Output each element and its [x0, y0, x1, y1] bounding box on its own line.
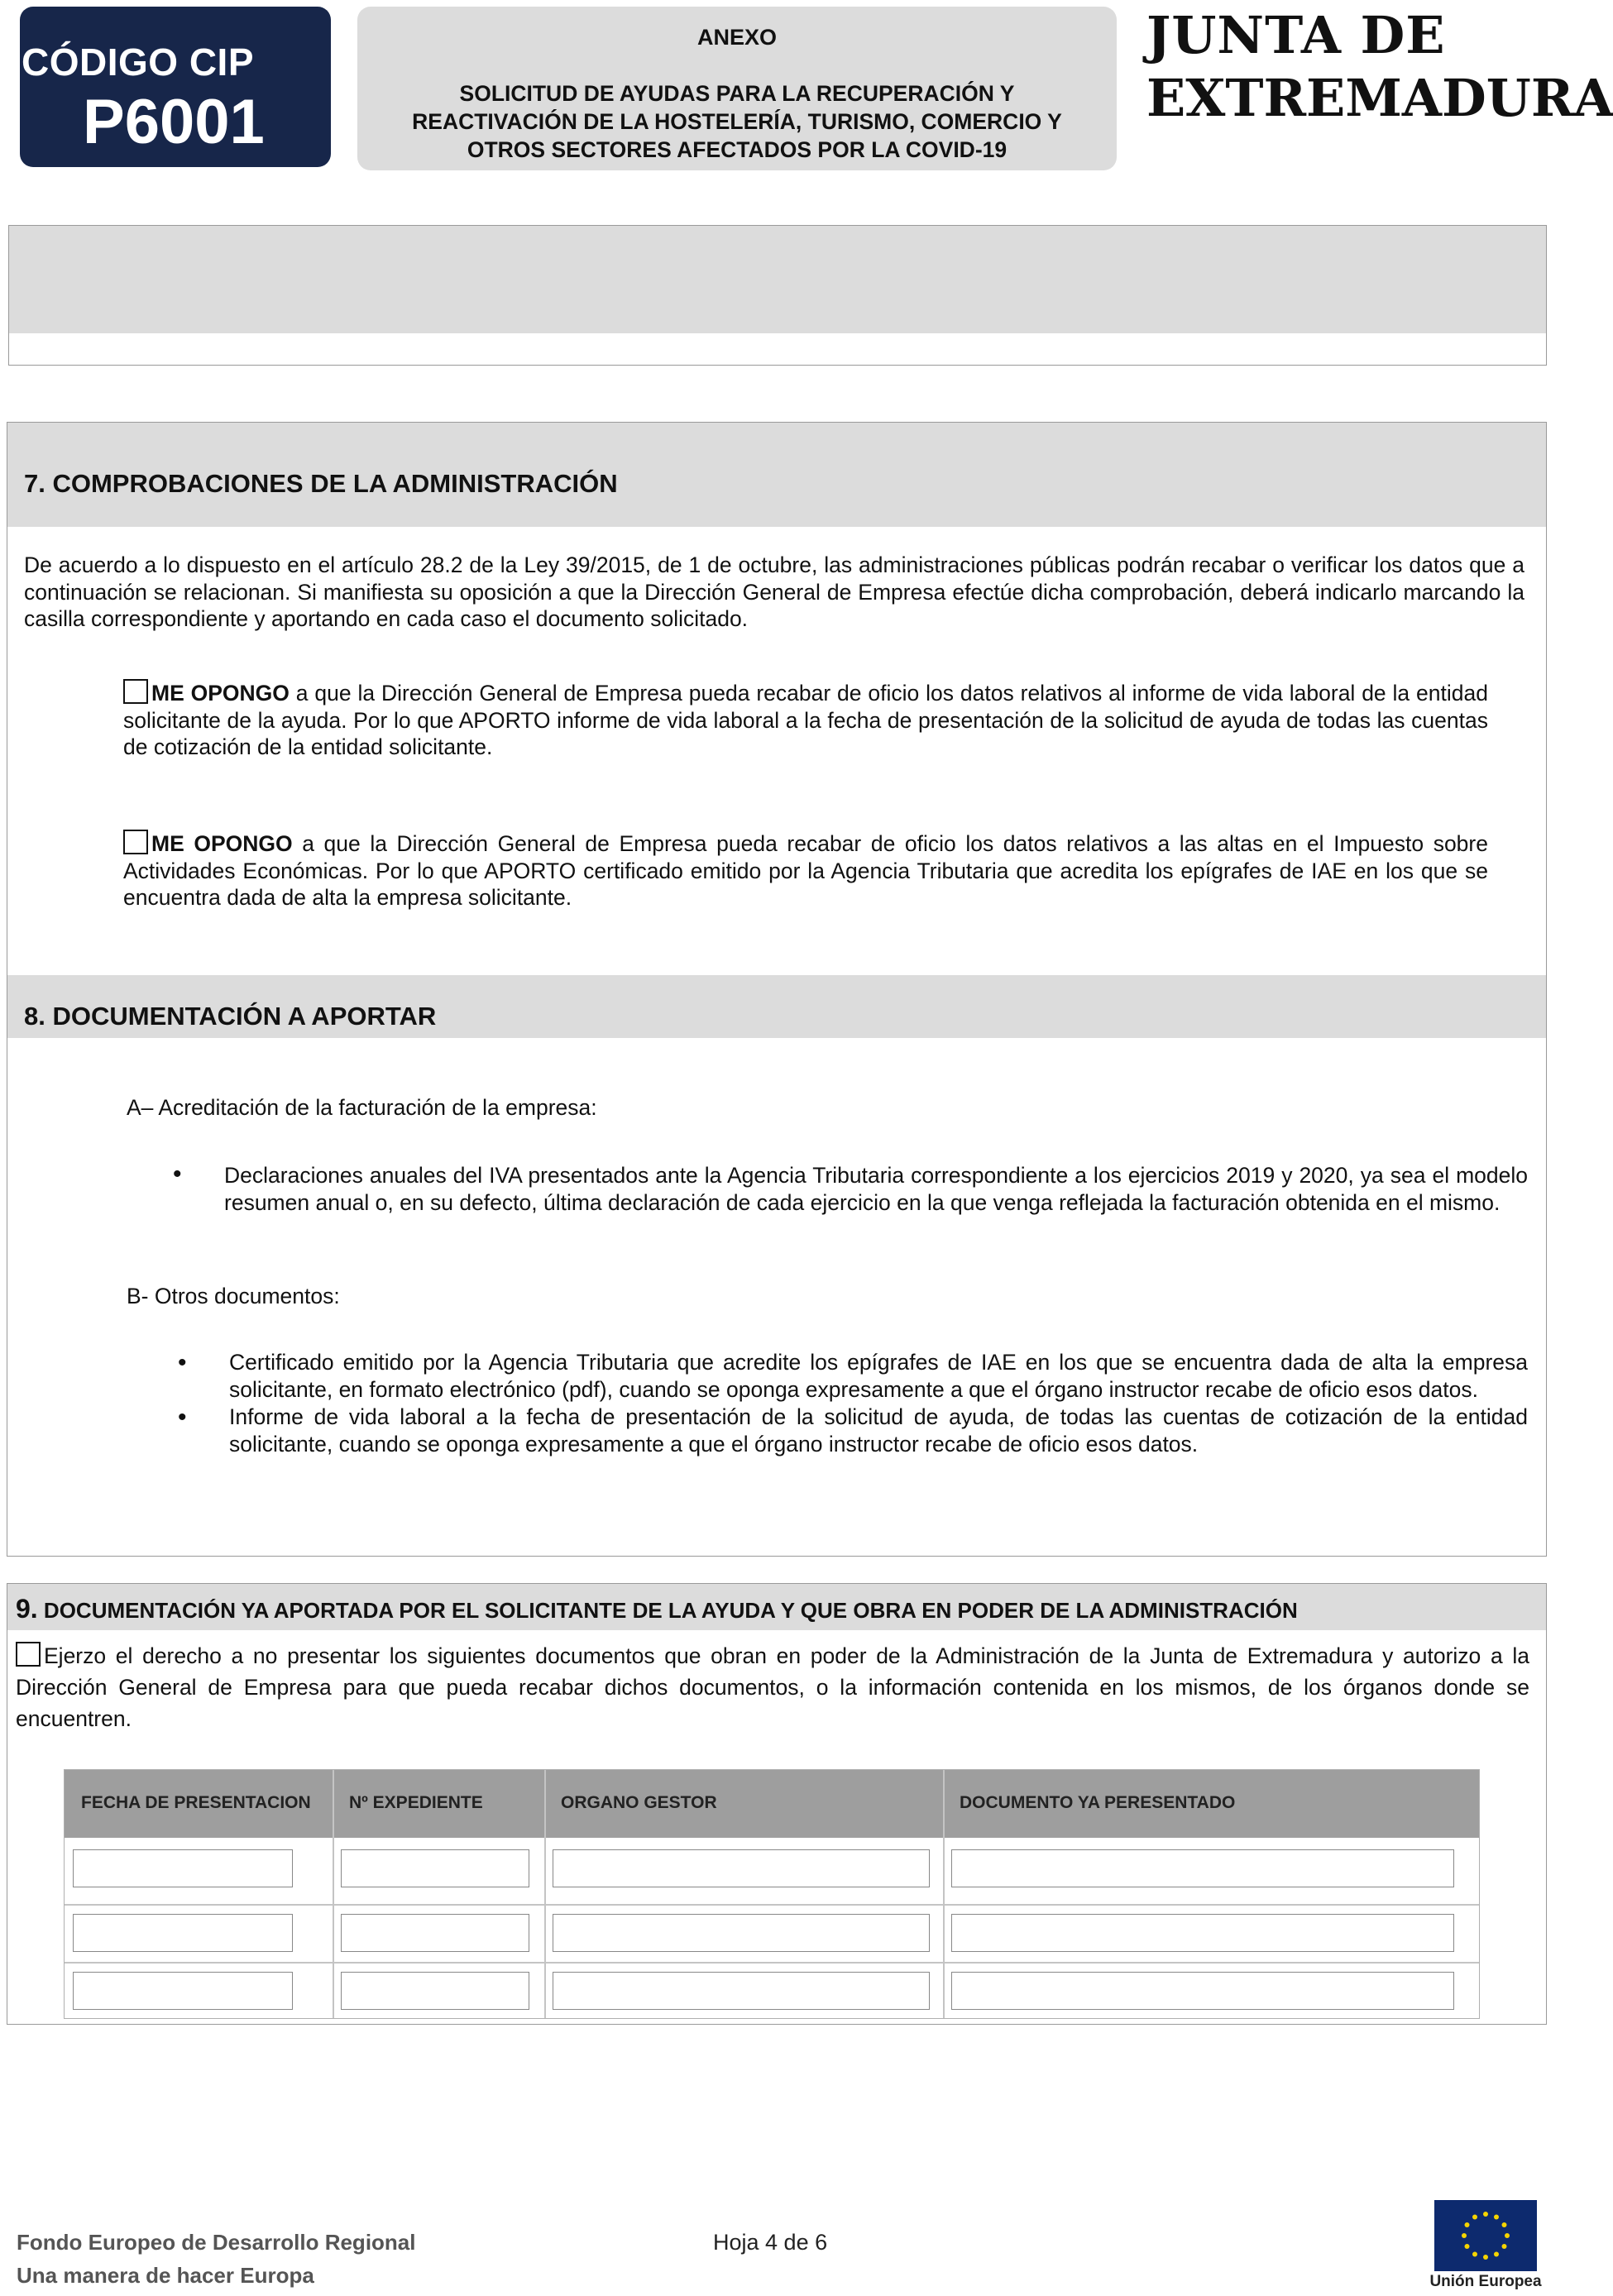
organo-input-row-2[interactable]	[553, 1914, 930, 1952]
bullet-icon: •	[178, 1349, 187, 1376]
section-9-number: 9.	[16, 1594, 38, 1624]
column-divider	[544, 1770, 546, 2018]
registration-box	[8, 225, 1547, 366]
bullet-icon: •	[173, 1160, 182, 1188]
form-title-line: OTROS SECTORES AFECTADOS POR LA COVID-19	[467, 137, 1008, 162]
section-8-b-item-2: Informe de vida laboral a la fecha de presentación de la solicitud de ayuda, de todas las cuentas de cotización de la entidad solicitante, cuando se oponga expresamente a que el órgano instructor recabe de oficio esos datos.	[229, 1404, 1528, 1457]
logo-line2: EXTREMADURA	[1146, 68, 1613, 128]
section-7-8-container	[7, 422, 1547, 1557]
fund-motto: Una manera de hacer Europa	[17, 2263, 314, 2288]
column-header-documento: DOCUMENTO YA PERESENTADO	[960, 1793, 1236, 1812]
eu-stars-icon	[1434, 2200, 1537, 2271]
bullet-icon: •	[178, 1404, 187, 1431]
column-divider	[943, 1770, 945, 2018]
fecha-input-row-2[interactable]	[73, 1914, 293, 1952]
section-7-intro: De acuerdo a lo dispuesto en el artículo 28.2 de la Ley 39/2015, de 1 de octubre, las administraciones públicas podrán recabar o verificar los datos que a continuación se relacionan. Si manifiesta su oposición a que la Dirección General de Empresa efectúe dicha comprobación, deberá indicarlo marcando la casilla correspondiente y aportando en cada caso el documento solicitado.	[24, 552, 1524, 631]
fecha-input-row-1[interactable]	[73, 1849, 293, 1887]
section-8-a-item-1: Declaraciones anuales del IVA presentados ante la Agencia Tributaria correspondiente a los ejercicios 2019 y 2020, ya sea el modelo resumen anual o, en su defecto, última declaración de cada ejercicio en la que venga reflejada la facturación obtenida en el mismo.	[224, 1163, 1528, 1215]
section-8-b-heading: B- Otros documentos:	[127, 1284, 340, 1308]
eu-flag-icon	[1434, 2200, 1537, 2271]
column-header-organo: ORGANO GESTOR	[561, 1793, 717, 1812]
documento-input-row-1[interactable]	[951, 1849, 1454, 1887]
opposition-option-2	[123, 830, 1488, 911]
expediente-input-row-2[interactable]	[341, 1914, 529, 1952]
page-number: Hoja 4 de 6	[713, 2230, 828, 2255]
consent-checkbox[interactable]	[16, 1642, 41, 1667]
row-divider	[65, 1904, 1479, 1906]
consent-text: Ejerzo el derecho a no presentar los siguientes documentos que obran en poder de la Administración de la Junta de Extremadura y autorizo a la Dirección General de Empresa para que pueda recabar dichos documentos, o la información contenida en los mismos, de los órganos donde se encuentren.	[16, 1643, 1529, 1731]
logo-line1: JUNTA DE	[1146, 5, 1446, 65]
section-7-title: 7. COMPROBACIONES DE LA ADMINISTRACIÓN	[24, 469, 618, 498]
documento-input-row-2[interactable]	[951, 1914, 1454, 1952]
documents-table	[64, 1769, 1480, 2019]
section-9-consent	[16, 1640, 1529, 1734]
option-1-bold: ME OPONGO	[151, 681, 290, 706]
documento-input-row-3[interactable]	[951, 1972, 1454, 2010]
organo-input-row-3[interactable]	[553, 1972, 930, 2010]
section-8-title: 8. DOCUMENTACIÓN A APORTAR	[24, 1002, 437, 1031]
section-9-container	[7, 1583, 1547, 2025]
organo-input-row-1[interactable]	[553, 1849, 930, 1887]
fecha-input-row-3[interactable]	[73, 1972, 293, 2010]
section-9-title-text: DOCUMENTACIÓN YA APORTADA POR EL SOLICITANTE DE LA AYUDA Y QUE OBRA EN PODER DE LA ADMINISTRACIÓN	[37, 1598, 1298, 1623]
annex-label: ANEXO	[696, 25, 778, 50]
cip-code-box	[20, 7, 331, 167]
cip-label: CÓDIGO CIP	[22, 41, 255, 84]
option-1-text: a que la Dirección General de Empresa pueda recabar de oficio los datos relativos al informe de vida laboral de la entidad solicitante de la ayuda. Por lo que APORTO informe de vida laboral a la fecha de presentación de la solicitud de ayuda de todas las cuentas de cotización de la entidad solicitante.	[123, 681, 1488, 759]
form-title-box	[357, 7, 1117, 170]
expediente-input-row-3[interactable]	[341, 1972, 529, 2010]
oppose-iae-checkbox[interactable]	[123, 830, 148, 854]
opposition-option-1	[123, 679, 1488, 761]
junta-extremadura-logo	[1146, 5, 1613, 129]
expediente-input-row-1[interactable]	[341, 1849, 529, 1887]
form-title-line: SOLICITUD DE AYUDAS PARA LA RECUPERACIÓN Y	[459, 81, 1015, 106]
registration-box-fill	[9, 226, 1546, 333]
section-8-b-item-1: Certificado emitido por la Agencia Tributaria que acredite los epígrafes de IAE en los que se encuentra dada de alta la empresa solicitante, en formato electrónico (pdf), cuando se oponga expresamente a que el órgano instructor recabe de oficio esos datos.	[229, 1350, 1528, 1402]
section-9-title	[16, 1594, 1538, 1624]
column-header-expediente: Nº EXPEDIENTE	[349, 1793, 483, 1812]
column-header-fecha: FECHA DE PRESENTACION	[81, 1793, 311, 1812]
option-2-bold: ME OPONGO	[151, 831, 293, 856]
cip-code: P6001	[83, 87, 265, 157]
oppose-work-history-checkbox[interactable]	[123, 679, 148, 704]
option-2-text: a que la Dirección General de Empresa pueda recabar de oficio los datos relativos a las altas en el Impuesto sobre Actividades Económicas. Por lo que APORTO certificado emitido por la Agencia Tributaria que acredita los epígrafes de IAE en los que se encuentra dada de alta la empresa solicitante.	[123, 831, 1488, 910]
row-divider	[65, 1962, 1479, 1964]
form-title	[390, 79, 1084, 164]
fund-name: Fondo Europeo de Desarrollo Regional	[17, 2230, 416, 2255]
section-8-a-heading: A– Acreditación de la facturación de la empresa:	[127, 1095, 597, 1120]
form-title-line: REACTIVACIÓN DE LA HOSTELERÍA, TURISMO, COMERCIO Y	[412, 109, 1062, 134]
eu-label: Unión Europea	[1429, 2273, 1542, 2290]
column-divider	[333, 1770, 334, 2018]
